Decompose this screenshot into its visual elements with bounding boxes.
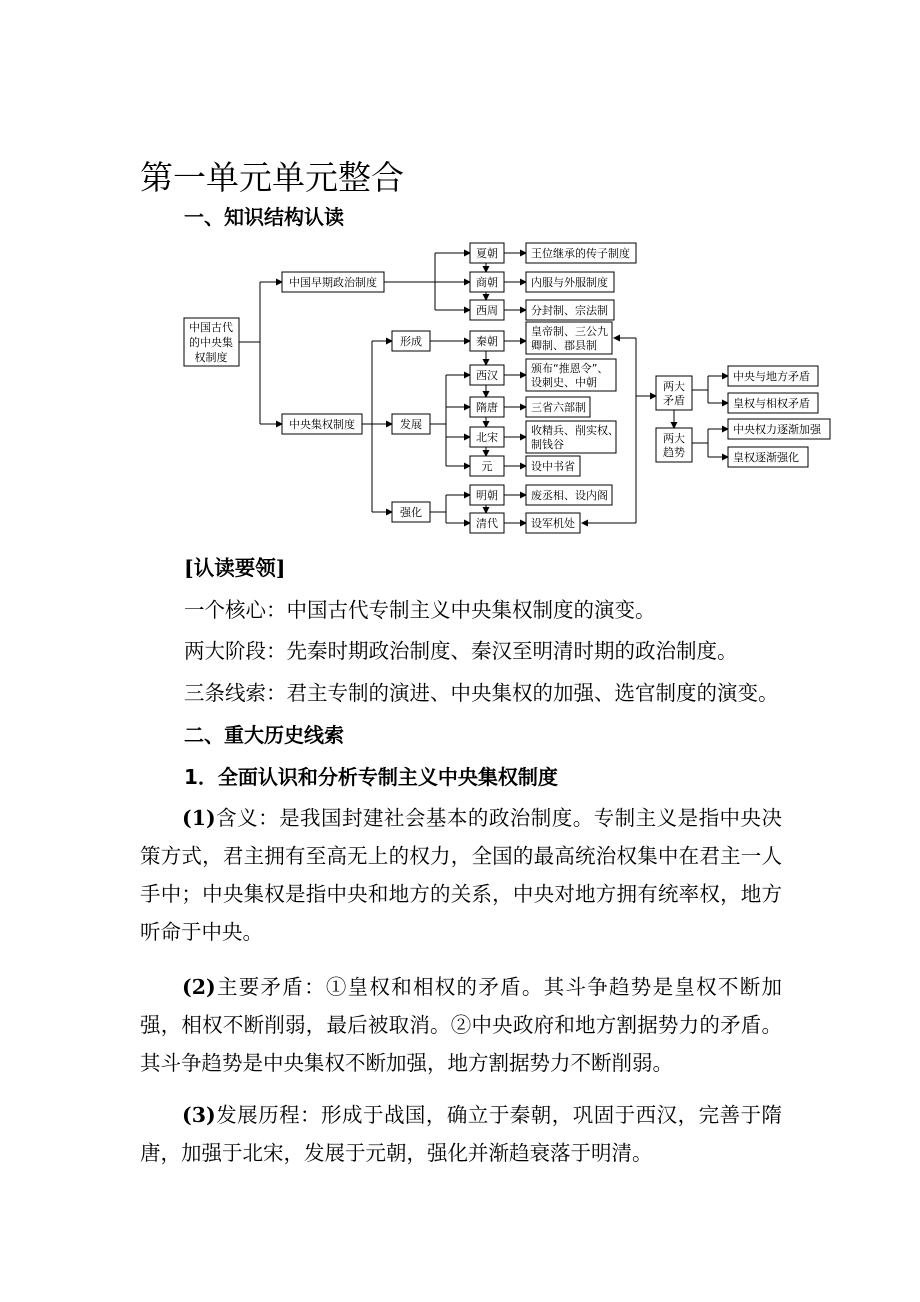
node-stage-strengthen bbox=[392, 502, 430, 522]
structure-diagram bbox=[0, 0, 920, 540]
svg-text:设军机处: 设军机处 bbox=[531, 517, 575, 530]
desc-qing bbox=[526, 513, 580, 533]
desc-shang bbox=[526, 272, 614, 292]
paragraph-text: 主要矛盾：①皇权和相权的矛盾。其斗争趋势是皇权不断加强，相权不断削弱，最后被取消。②中央政府和地方割据势力的矛盾。其斗争趋势是中央集权不断加强，地方割据势力不断削弱。 bbox=[140, 975, 782, 1075]
paragraph-history bbox=[140, 1096, 782, 1172]
svg-text:皇帝制、三公九: 皇帝制、三公九 bbox=[531, 325, 608, 338]
svg-text:商朝: 商朝 bbox=[476, 276, 498, 289]
svg-text:皇权与相权矛盾: 皇权与相权矛盾 bbox=[733, 397, 810, 410]
svg-text:发展: 发展 bbox=[400, 418, 422, 431]
node-stage-develop bbox=[392, 414, 430, 434]
svg-text:王位继承的传子制度: 王位继承的传子制度 bbox=[531, 247, 630, 260]
node-trend-central-strengthen bbox=[728, 419, 830, 439]
svg-text:设中书省: 设中书省 bbox=[531, 460, 575, 473]
guide-line-core: 一个核心：中国古代专制主义中央集权制度的演变。 bbox=[184, 598, 656, 622]
svg-text:三省六部制: 三省六部制 bbox=[531, 401, 586, 414]
svg-text:卿制、郡县制: 卿制、郡县制 bbox=[531, 339, 597, 352]
svg-text:两大: 两大 bbox=[663, 432, 685, 445]
svg-text:中央与地方矛盾: 中央与地方矛盾 bbox=[733, 370, 810, 383]
node-stage-form bbox=[392, 331, 430, 351]
node-contra-emperor-chancellor bbox=[728, 393, 818, 413]
desc-xizhou bbox=[526, 300, 614, 320]
node-dynasty-xia bbox=[470, 243, 504, 263]
svg-text:清代: 清代 bbox=[476, 517, 498, 530]
subsection-heading: 1．全面认识和分析专制主义中央集权制度 bbox=[184, 765, 558, 789]
node-dynasty-xihan bbox=[470, 365, 504, 385]
svg-text:夏朝: 夏朝 bbox=[476, 247, 498, 260]
desc-qin bbox=[526, 322, 612, 354]
svg-text:废丞相、设内阁: 废丞相、设内阁 bbox=[531, 489, 608, 502]
svg-text:隋唐: 隋唐 bbox=[476, 401, 498, 414]
guide-line-clues: 三条线索：君主专制的演进、中央集权的加强、选官制度的演变。 bbox=[184, 681, 779, 705]
desc-yuan bbox=[526, 456, 580, 476]
root-line-3: 权制度 bbox=[194, 351, 228, 364]
paragraph-label: (3) bbox=[182, 1103, 216, 1127]
svg-text:趋势: 趋势 bbox=[663, 446, 685, 459]
svg-text:矛盾: 矛盾 bbox=[663, 394, 685, 407]
svg-text:北宋: 北宋 bbox=[476, 431, 498, 444]
svg-text:西周: 西周 bbox=[476, 304, 498, 317]
node-dynasty-ming bbox=[470, 485, 504, 505]
svg-text:形成: 形成 bbox=[400, 335, 422, 348]
paragraph-text: 含义：是我国封建社会基本的政治制度。专制主义是指中央决策方式，君主拥有至高无上的权力，全国的最高统治权集中在君主一人手中；中央集权是指中央和地方的关系，中央对地方拥有统率权，地方听命于中央。 bbox=[140, 806, 782, 944]
page-title: 第一单元单元整合 bbox=[140, 158, 404, 197]
paragraph-label: (1) bbox=[182, 806, 216, 830]
node-dynasty-shang bbox=[470, 272, 504, 292]
paragraph-contradictions bbox=[140, 968, 782, 1082]
guide-line-stages: 两大阶段：先秦时期政治制度、秦汉至明清时期的政治制度。 bbox=[184, 639, 738, 663]
paragraph-meaning bbox=[140, 799, 782, 951]
node-dynasty-beisong bbox=[470, 427, 504, 447]
svg-text:两大: 两大 bbox=[663, 380, 685, 393]
svg-text:颁布“推恩令”、: 颁布“推恩令”、 bbox=[531, 362, 609, 375]
node-dynasty-xizhou bbox=[470, 300, 504, 320]
root-line-2: 的中央集 bbox=[189, 336, 233, 349]
svg-text:中央集权制度: 中央集权制度 bbox=[289, 418, 355, 431]
node-two-trends bbox=[656, 428, 692, 462]
guide-heading: [认读要领] bbox=[184, 556, 286, 580]
node-trend-emperor-strengthen bbox=[728, 447, 808, 467]
svg-text:收精兵、削实权、: 收精兵、削实权、 bbox=[531, 424, 619, 437]
svg-text:强化: 强化 bbox=[400, 506, 422, 519]
section-heading-structure: 一、知识结构认读 bbox=[184, 205, 344, 229]
svg-text:元: 元 bbox=[481, 460, 493, 473]
node-dynasty-suitang bbox=[470, 397, 504, 417]
node-two-contradictions bbox=[656, 376, 692, 410]
node-dynasty-yuan bbox=[470, 456, 504, 476]
root-line-1: 中国古代 bbox=[189, 321, 233, 334]
svg-text:制钱谷: 制钱谷 bbox=[531, 438, 564, 451]
desc-xia bbox=[526, 243, 636, 263]
svg-text:明朝: 明朝 bbox=[476, 489, 498, 502]
node-dynasty-qing bbox=[470, 513, 504, 533]
svg-text:皇权逐渐强化: 皇权逐渐强化 bbox=[733, 451, 799, 464]
node-dynasty-qin bbox=[470, 331, 504, 351]
desc-suitang bbox=[526, 397, 590, 417]
node-contra-central-local bbox=[728, 366, 818, 386]
svg-text:中国早期政治制度: 中国早期政治制度 bbox=[289, 276, 377, 289]
svg-text:设刺史、中朝: 设刺史、中朝 bbox=[531, 376, 597, 389]
desc-xihan bbox=[526, 359, 616, 391]
svg-text:分封制、宗法制: 分封制、宗法制 bbox=[531, 304, 608, 317]
section-heading-clues: 二、重大历史线索 bbox=[184, 723, 344, 747]
root-node bbox=[184, 318, 239, 366]
svg-text:西汉: 西汉 bbox=[476, 369, 498, 382]
node-central-system bbox=[282, 414, 362, 434]
desc-beisong bbox=[526, 421, 619, 453]
paragraph-text: 发展历程：形成于战国，确立于秦朝，巩固于西汉，完善于隋唐，加强于北宋，发展于元朝，强化并渐趋衰落于明清。 bbox=[140, 1103, 782, 1165]
svg-text:内服与外服制度: 内服与外服制度 bbox=[531, 276, 608, 289]
desc-ming bbox=[526, 485, 612, 505]
svg-text:中央权力逐渐加强: 中央权力逐渐加强 bbox=[733, 423, 821, 436]
paragraph-label: (2) bbox=[182, 975, 216, 999]
node-early-politics bbox=[282, 272, 384, 292]
svg-text:秦朝: 秦朝 bbox=[476, 335, 498, 348]
